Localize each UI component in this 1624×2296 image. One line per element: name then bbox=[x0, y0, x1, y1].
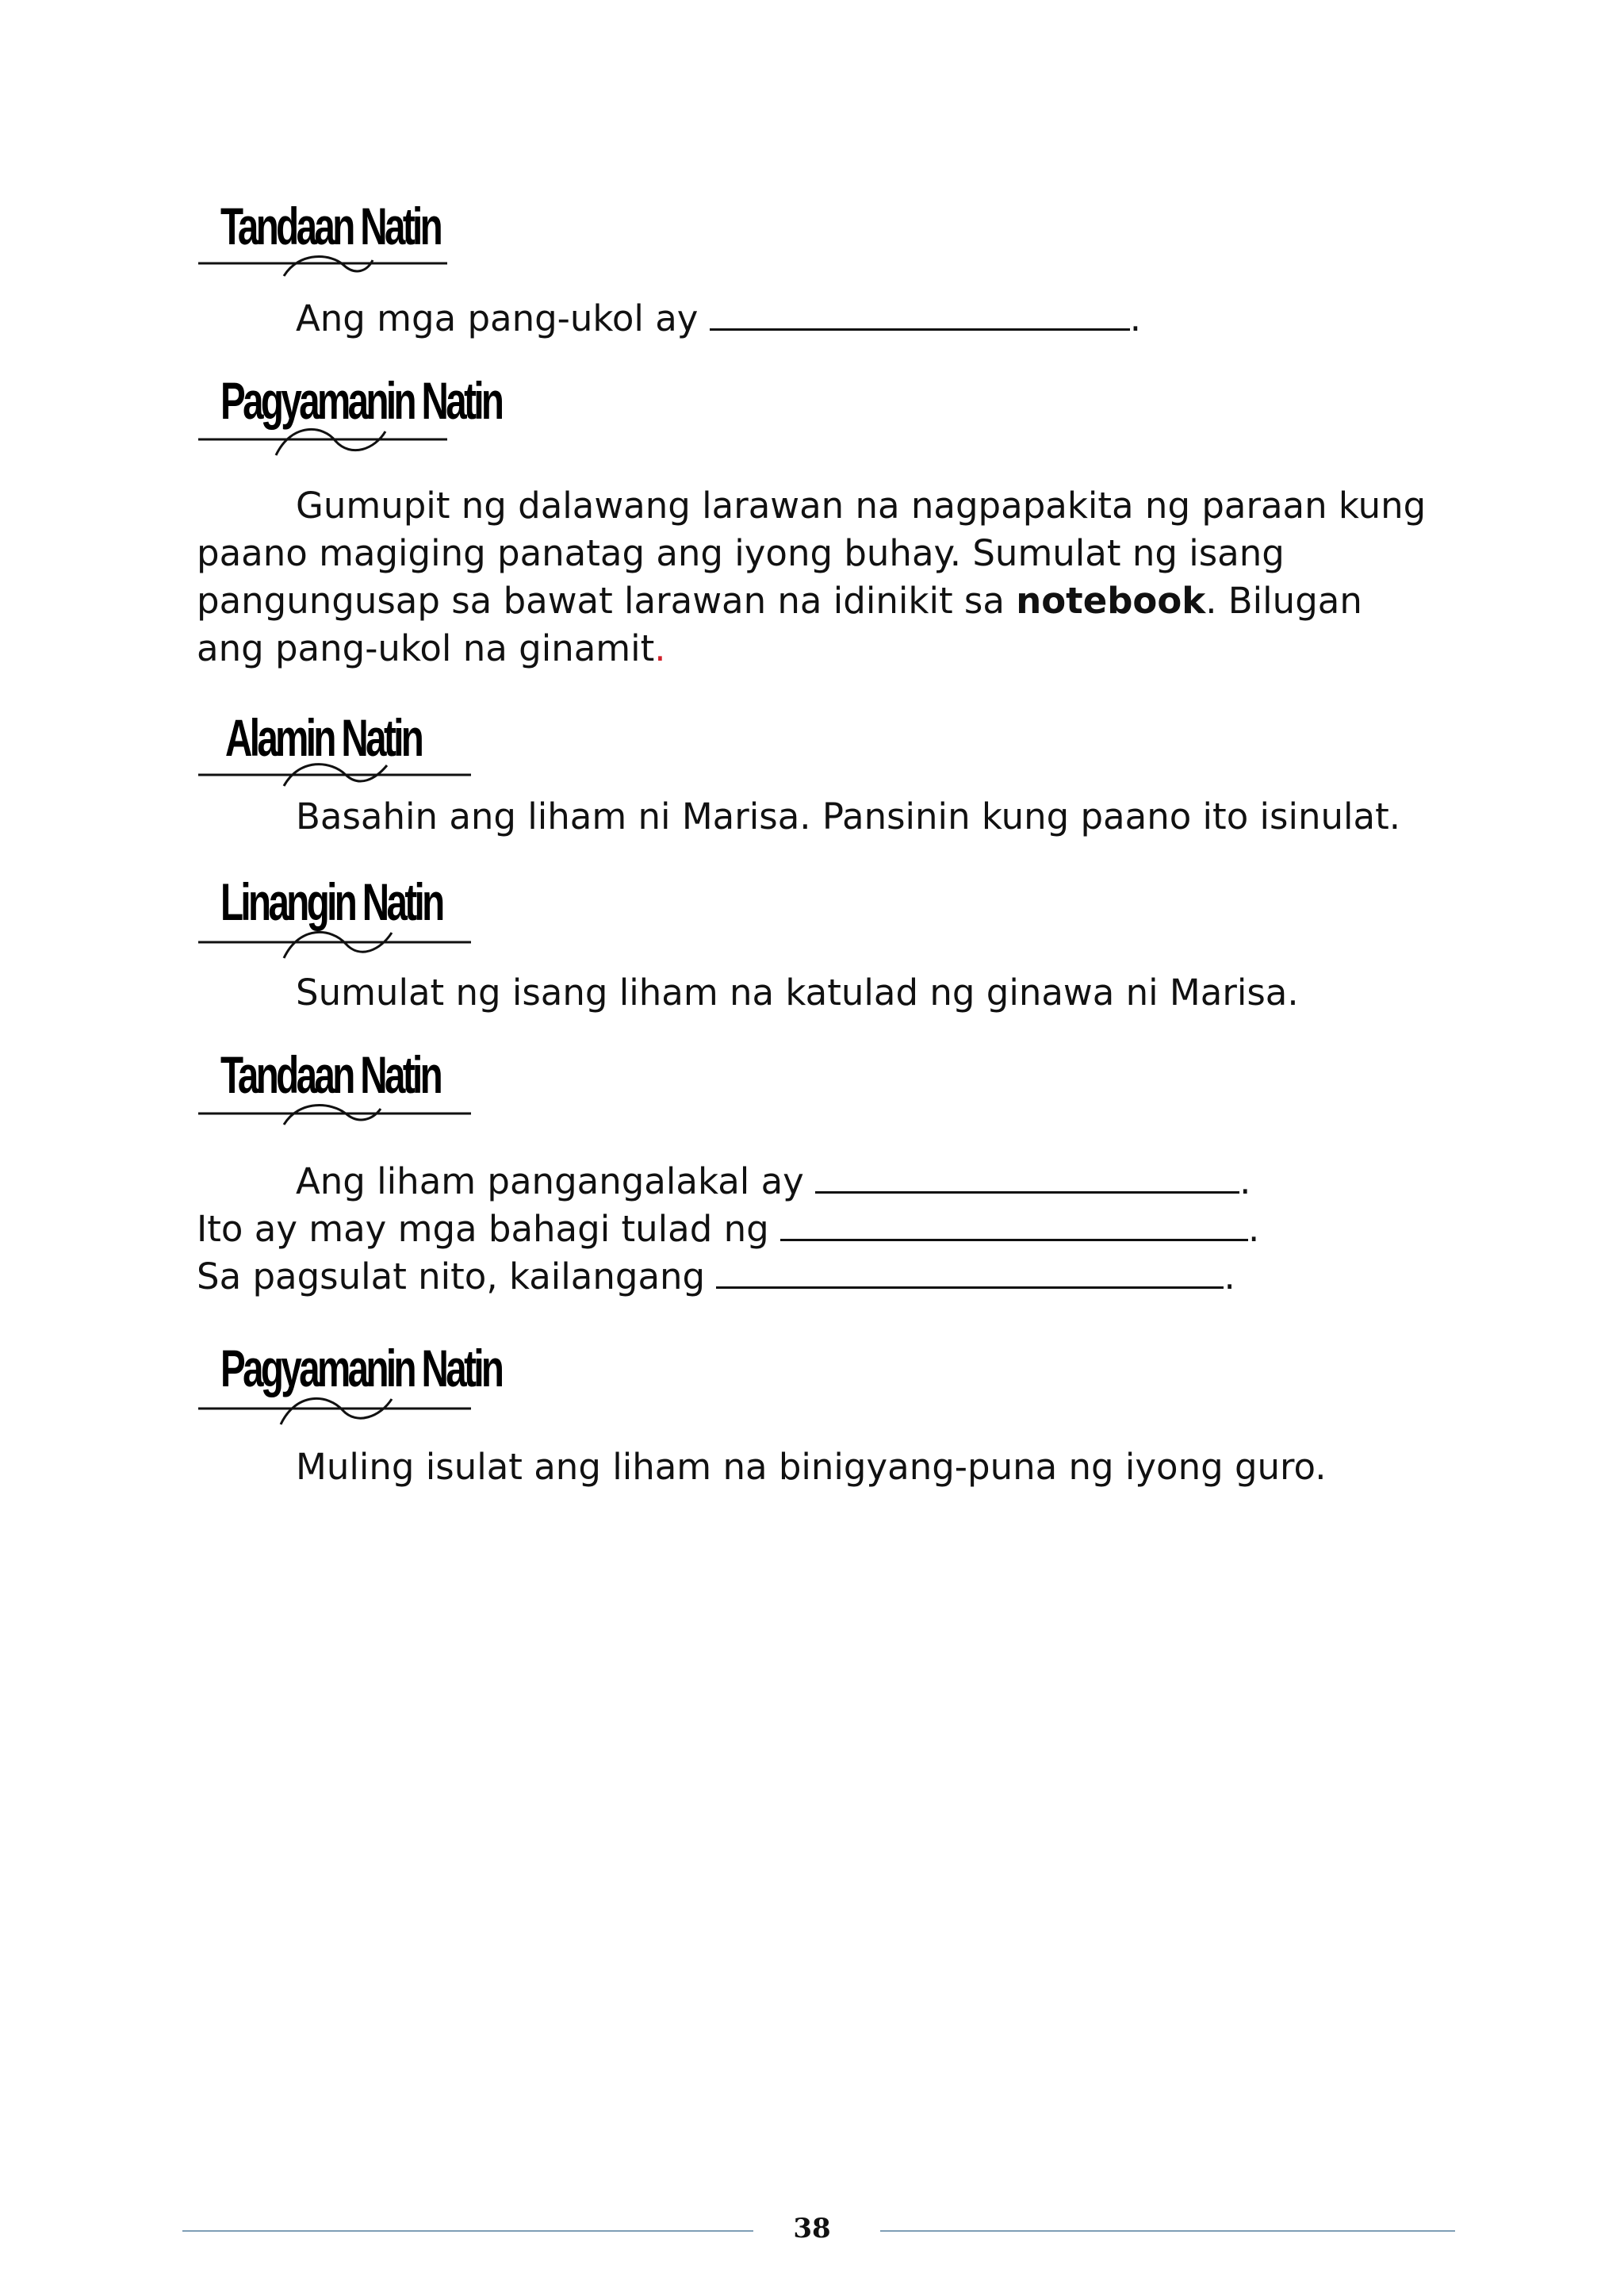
fill-in-block bbox=[197, 1158, 1434, 1301]
footer-rule-right bbox=[880, 2230, 1455, 2232]
bold-term: notebook bbox=[1016, 580, 1206, 622]
answer-blank[interactable] bbox=[716, 1255, 1224, 1289]
answer-blank[interactable] bbox=[780, 1207, 1248, 1241]
swirl-underline-icon bbox=[197, 414, 450, 462]
section-heading-pagyamanin-1 bbox=[197, 365, 502, 452]
swirl-underline-icon bbox=[197, 751, 474, 791]
section-heading-tandaan-1 bbox=[197, 190, 450, 278]
swirl-underline-icon bbox=[197, 1088, 474, 1128]
section-heading-pagyamanin-2 bbox=[197, 1332, 502, 1420]
fill-in-line: Sa pagsulat nito, kailangang . bbox=[197, 1255, 1235, 1297]
section-heading-linangin bbox=[197, 866, 474, 953]
instruction-paragraph: Gumupit ng dalawang larawan na nagpapakita ng paraan kung paano magiging panatag ang iyong buhay. Sumulat ng isang pangungusap sa bawat larawan na idinikit sa notebook. Bilugan ang pang-ukol na ginamit. bbox=[197, 485, 1427, 669]
footer-rule-left bbox=[182, 2230, 753, 2232]
instruction-line: Sumulat ng isang liham na katulad ng ginawa ni Marisa. bbox=[296, 972, 1299, 1014]
answer-blank[interactable] bbox=[815, 1159, 1239, 1194]
heading-title: Linangin Natin bbox=[220, 872, 442, 931]
section-heading-alamin bbox=[197, 702, 474, 789]
heading-title: Tandaan Natin bbox=[220, 1045, 441, 1104]
page-number: 38 bbox=[793, 2213, 831, 2244]
section-heading-tandaan-2 bbox=[197, 1039, 474, 1126]
swirl-underline-icon bbox=[197, 240, 450, 279]
heading-title: Pagyamanin Natin bbox=[220, 371, 502, 430]
heading-title: Alamin Natin bbox=[225, 708, 422, 767]
fill-in-line: Ito ay may mga bahagi tulad ng . bbox=[197, 1208, 1260, 1250]
fill-in-line: Ang mga pang-ukol ay . bbox=[296, 297, 1142, 339]
heading-title: Tandaan Natin bbox=[220, 197, 441, 255]
fill-in-line: Ang liham pangangalakal ay . bbox=[296, 1160, 1251, 1202]
instruction-line: Muling isulat ang liham na binigyang-puna ng iyong guro. bbox=[296, 1446, 1327, 1488]
instruction-line: Basahin ang liham ni Marisa. Pansinin kung paano ito isinulat. bbox=[296, 795, 1401, 838]
swirl-underline-icon bbox=[197, 1382, 474, 1429]
heading-title: Pagyamanin Natin bbox=[220, 1339, 502, 1397]
swirl-underline-icon bbox=[197, 915, 474, 963]
answer-blank[interactable] bbox=[710, 297, 1130, 331]
